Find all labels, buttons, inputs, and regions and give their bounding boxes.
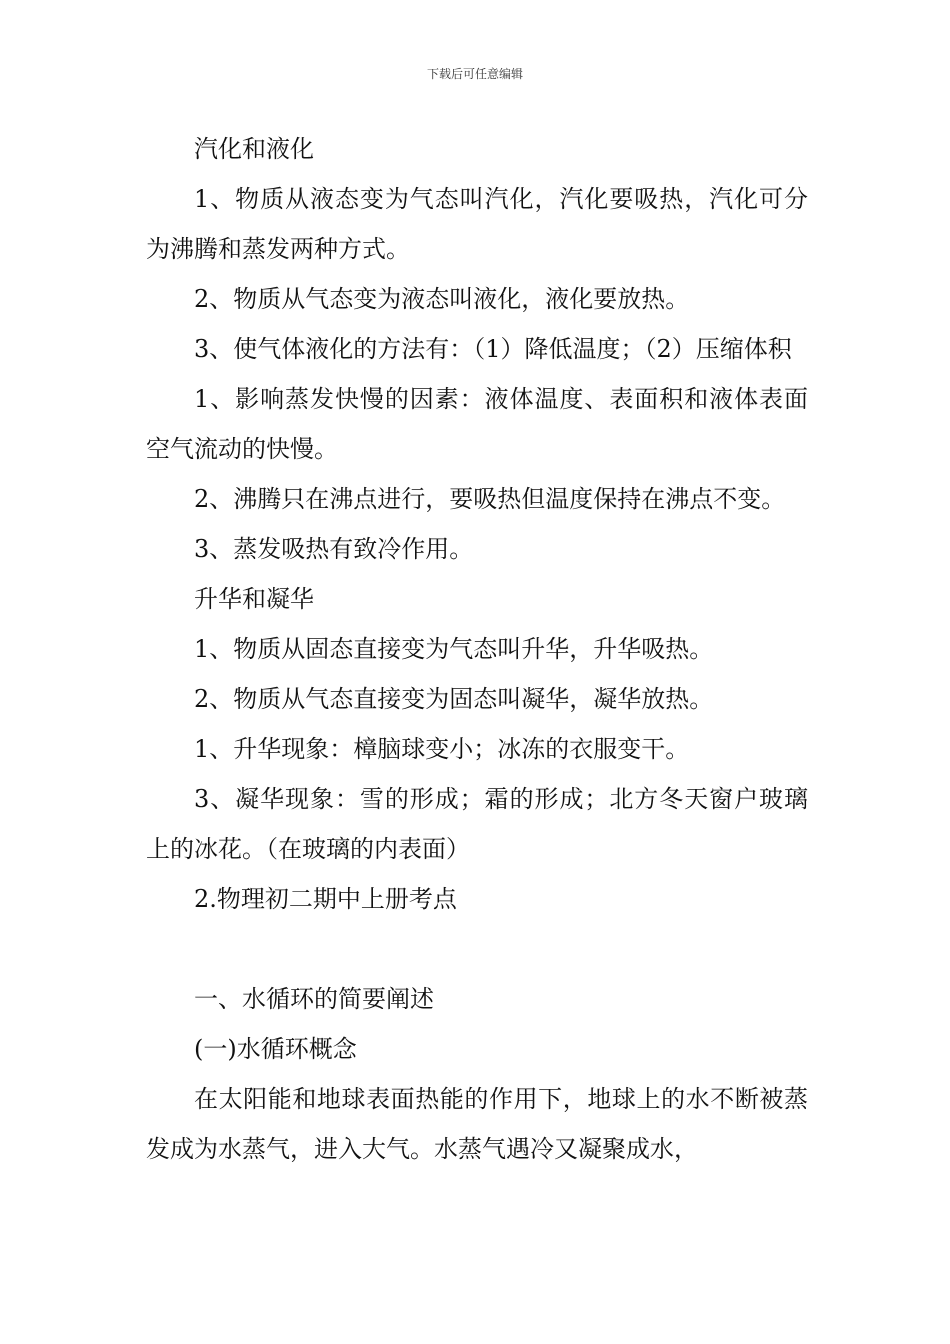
subsection-heading: (一)水循环概念: [194, 1035, 357, 1063]
page-header: 下载后可任意编辑: [426, 67, 523, 81]
paragraph: 1、物质从固态直接变为气态叫升华，升华吸热。: [194, 635, 714, 663]
paragraph: 2、物质从气态变为液态叫液化，液化要放热。: [194, 285, 690, 313]
paragraph: 3、蒸发吸热有致冷作用。: [194, 535, 474, 563]
paragraph: 2、沸腾只在沸点进行，要吸热但温度保持在沸点不变。: [194, 485, 786, 513]
section-heading-sublimation: 升华和凝华: [194, 585, 314, 613]
document-body: [146, 124, 808, 1174]
section-title: 2.物理初二期中上册考点: [194, 885, 457, 913]
paragraph: 1、升华现象：樟脑球变小；冰冻的衣服变干。: [194, 735, 690, 763]
paragraph: 2、物质从气态直接变为固态叫凝华，凝华放热。: [194, 685, 714, 713]
paragraph: 1、物质从液态变为气态叫汽化，汽化要吸热，汽化可分为沸腾和蒸发两种方式。: [146, 185, 808, 263]
paragraph: 3、使气体液化的方法有：（1）降低温度；（2）压缩体积: [194, 335, 792, 363]
paragraph: 3、凝华现象：雪的形成；霜的形成；北方冬天窗户玻璃上的冰花。（在玻璃的内表面）: [146, 785, 808, 863]
paragraph: 1、影响蒸发快慢的因素：液体温度、表面积和液体表面空气流动的快慢。: [146, 385, 808, 463]
paragraph: 在太阳能和地球表面热能的作用下，地球上的水不断被蒸发成为水蒸气，进入大气。水蒸气遇冷又凝聚成水，: [146, 1085, 808, 1163]
section-heading-water-cycle: 一、水循环的简要阐述: [194, 985, 434, 1013]
section-heading-vaporization: 汽化和液化: [194, 135, 314, 163]
